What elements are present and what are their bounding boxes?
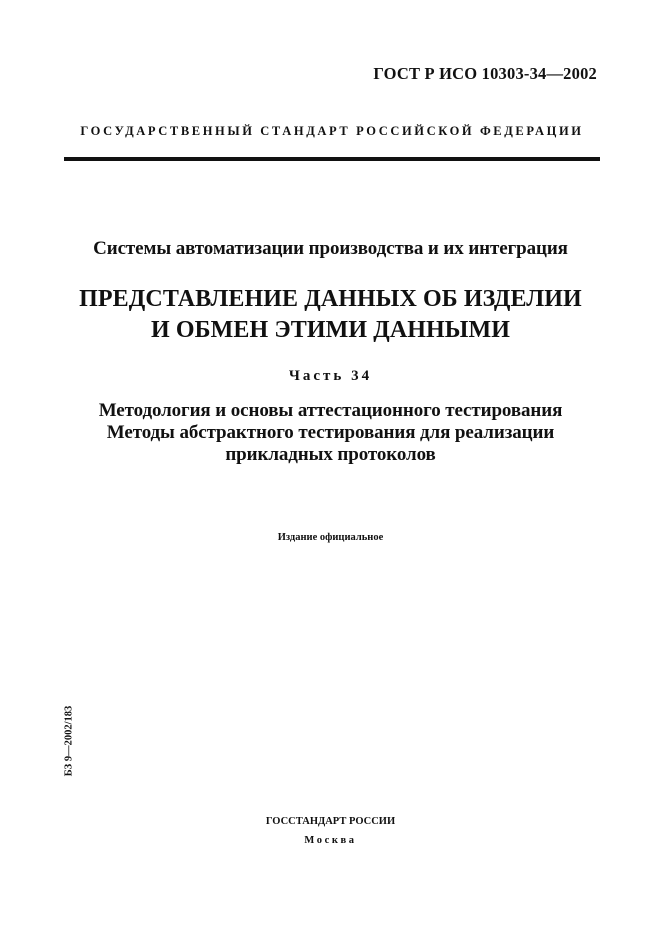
state-standard-header: ГОСУДАРСТВЕННЫЙ СТАНДАРТ РОССИЙСКОЙ ФЕДЕРАЦИИ — [80, 124, 584, 138]
part-label: Часть 34 — [288, 368, 373, 384]
subtitle-line-2: Методы абстрактного тестирования для реализации — [106, 422, 555, 443]
main-title-line-1: ПРЕДСТАВЛЕНИЕ ДАННЫХ ОБ ИЗДЕЛИИ — [79, 286, 582, 312]
main-title-line-2: И ОБМЕН ЭТИМИ ДАННЫМИ — [151, 317, 510, 343]
header-rule — [64, 157, 600, 161]
registration-code — [62, 701, 76, 781]
subtitle-line-1: Методология и основы аттестационного тестирования — [98, 400, 563, 421]
document-code: ГОСТ Р ИСО 10303-34—2002 — [373, 64, 597, 83]
subtitle — [40, 400, 621, 466]
main-title — [40, 284, 621, 346]
registration-code-text: БЗ 9—2002/183 — [63, 705, 75, 777]
publication-city: Москва — [304, 835, 357, 846]
subtitle-line-3: прикладных протоколов — [225, 444, 436, 465]
series-title: Системы автоматизации производства и их интеграция — [93, 238, 568, 259]
publisher: ГОССТАНДАРТ РОССИИ — [265, 816, 396, 827]
edition-note: Издание официальное — [277, 532, 384, 543]
